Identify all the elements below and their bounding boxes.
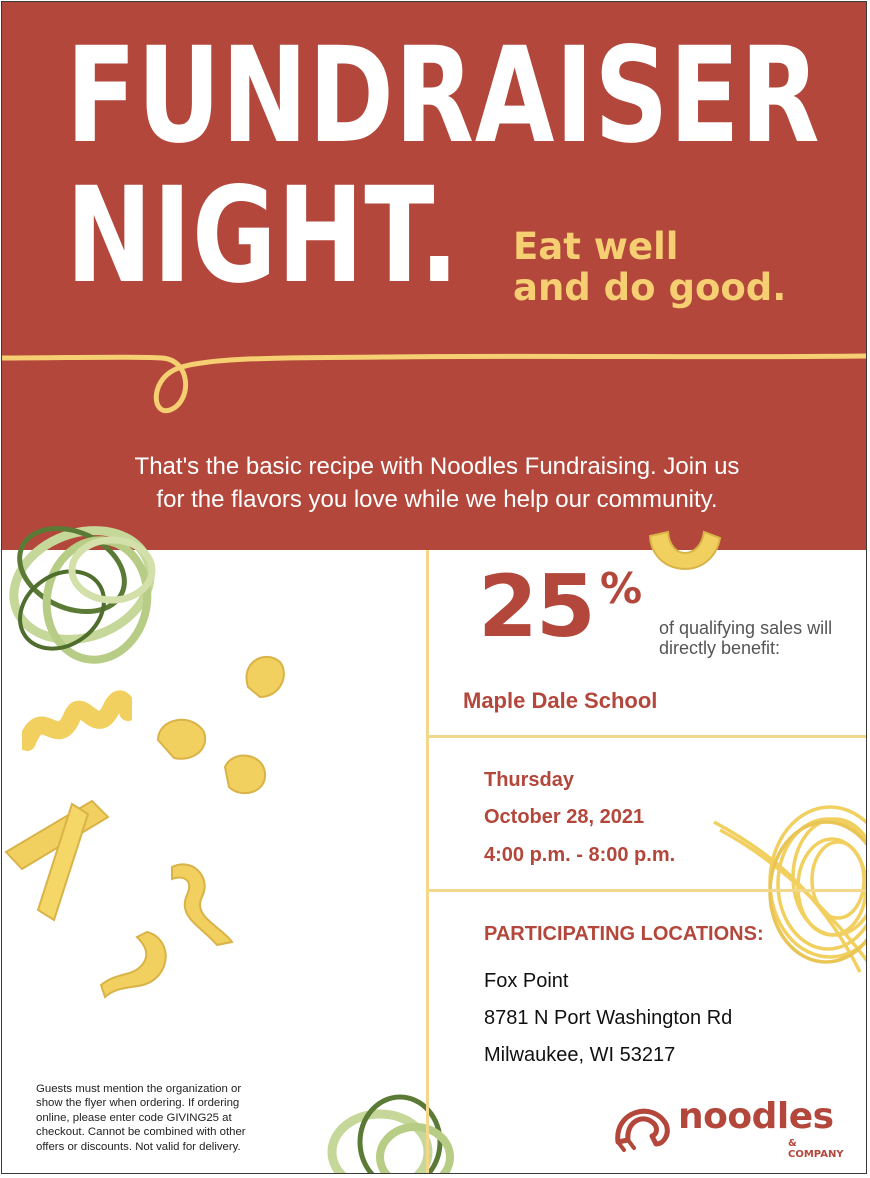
location-city: Milwaukee, WI 53217 xyxy=(484,1044,676,1066)
spaghetti-icon xyxy=(710,772,867,987)
fine-print xyxy=(36,1082,296,1154)
fine-print-line-4: checkout. Cannot be combined with other xyxy=(36,1126,246,1139)
fundraiser-flyer xyxy=(1,1,867,1174)
benefit-text-line-2: directly benefit: xyxy=(659,638,781,658)
tagline-line-1: Eat well xyxy=(513,225,679,268)
noodle-squiggle-icon xyxy=(2,342,867,432)
benefit-text xyxy=(659,618,859,658)
noodles-logo xyxy=(612,1098,852,1158)
macaroni-icon xyxy=(642,522,727,597)
shell-pasta-icon xyxy=(217,747,272,802)
event-time: 4:00 p.m. - 8:00 p.m. xyxy=(484,844,676,866)
intro-line-1: That's the basic recipe with Noodles Fundraising. Join us xyxy=(134,453,740,480)
intro-line-2: for the flavors you love while we help our community. xyxy=(156,486,718,513)
logo-wordmark: noodles xyxy=(678,1096,834,1137)
ruffle-pasta-icon xyxy=(97,927,187,1007)
location-name: Fox Point xyxy=(484,970,569,992)
fine-print-line-1: Guests must mention the organization or xyxy=(36,1083,242,1095)
fine-print-line-5: offers or discounts. Not valid for delivery. xyxy=(36,1140,241,1153)
beneficiary-name: Maple Dale School xyxy=(463,688,658,713)
locations-heading: PARTICIPATING LOCATIONS: xyxy=(484,923,764,945)
shell-pasta-icon xyxy=(240,647,290,702)
logo-subtitle: & COMPANY xyxy=(788,1138,844,1160)
headline-line-2: NIGHT. xyxy=(66,159,460,313)
benefit-percent: 25 xyxy=(478,557,594,657)
fine-print-line-3: online, please enter code GIVING25 at xyxy=(36,1111,232,1124)
intro-text xyxy=(62,450,812,516)
horizontal-divider xyxy=(426,735,867,738)
noodles-logo-icon xyxy=(612,1102,672,1152)
zucchini-noodles-icon xyxy=(320,1082,460,1174)
shell-pasta-icon xyxy=(152,710,212,765)
location-street: 8781 N Port Washington Rd xyxy=(484,1007,733,1029)
horizontal-divider xyxy=(426,889,867,892)
vertical-divider xyxy=(426,550,429,1174)
headline-line-1: FUNDRAISER xyxy=(66,19,821,173)
penne-icon xyxy=(32,802,92,922)
header-band xyxy=(2,2,867,550)
zucchini-noodles-icon xyxy=(2,510,172,690)
fusilli-pasta-icon xyxy=(22,682,132,762)
fine-print-line-2: show the flyer when ordering. If ordering xyxy=(36,1097,240,1110)
event-day: Thursday xyxy=(484,769,575,791)
benefit-text-line-1: of qualifying sales will xyxy=(659,618,833,638)
tagline-line-2: and do good. xyxy=(513,266,787,309)
event-date: October 28, 2021 xyxy=(484,806,645,828)
benefit-percent-sign: % xyxy=(600,564,643,613)
